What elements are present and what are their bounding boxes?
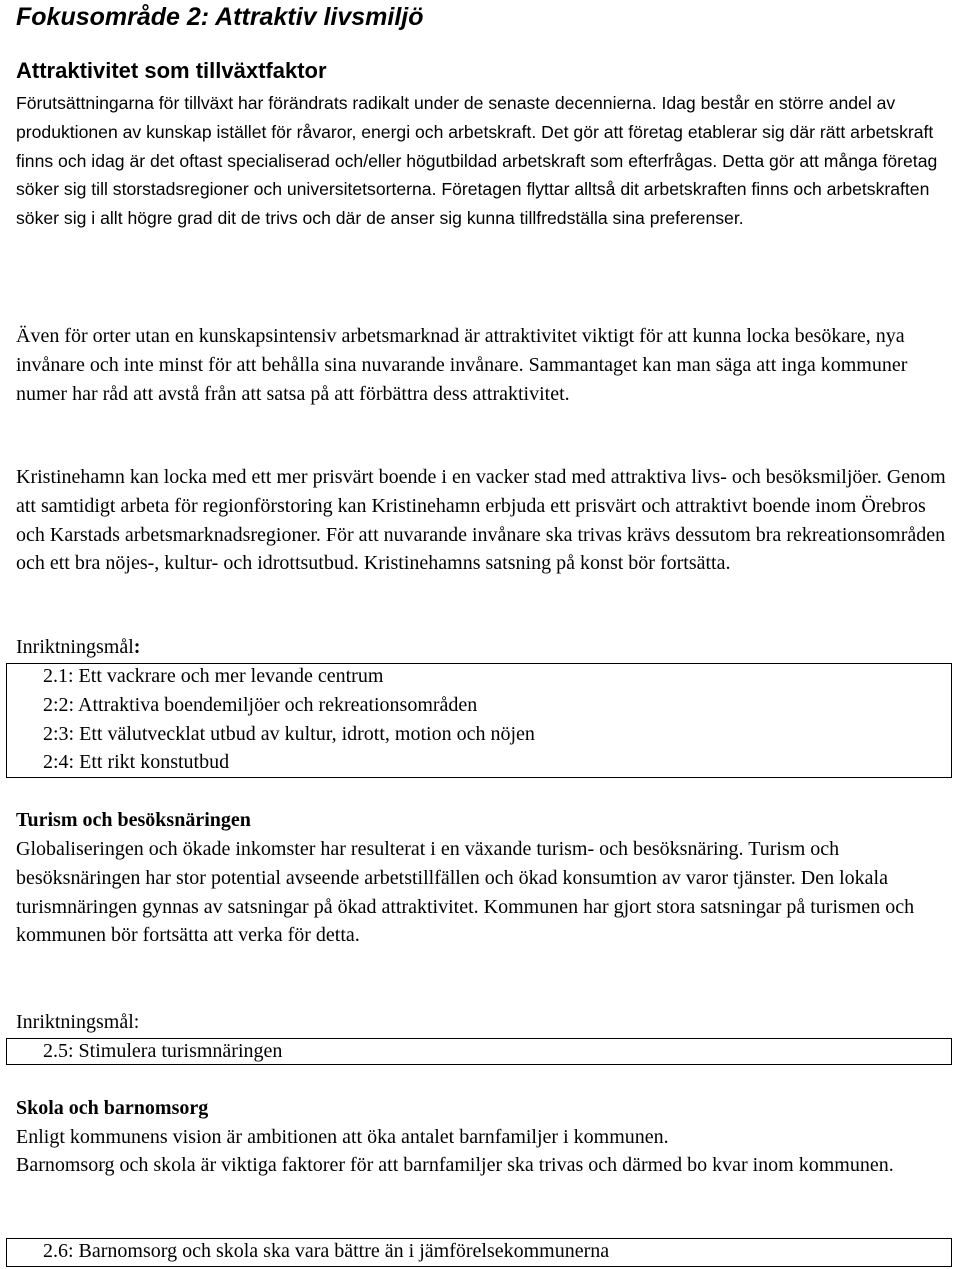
goals-label-1-colon: : xyxy=(133,636,141,658)
paragraph-skola-1: Enligt kommunens vision är ambitionen att öka antalet barnfamiljer i kommunen. xyxy=(16,1126,669,1148)
goal-item: 2:2: Attraktiva boendemiljöer och rekreationsområden xyxy=(43,694,478,716)
section-heading-attraktivitet: Attraktivitet som tillväxtfaktor xyxy=(16,58,327,83)
goals-label-1-text: Inriktningsmål xyxy=(16,636,134,658)
goals-label-1 xyxy=(16,633,140,662)
goals-box-2 xyxy=(6,1038,952,1065)
section-heading-skola: Skola och barnomsorg xyxy=(16,1097,209,1119)
goals-box-1 xyxy=(6,663,952,778)
paragraph-skola-2: Barnomsorg och skola är viktiga faktorer för att barnfamiljer ska trivas och därmed bo kvar inom kommunen. xyxy=(16,1154,894,1176)
goal-item: 2:3: Ett välutvecklat utbud av kultur, idrott, motion och nöjen xyxy=(43,723,535,745)
paragraph-attraktivitet-3: Kristinehamn kan locka med ett mer prisvärt boende i en vacker stad med attraktiva livs- och besöksmiljöer. Genom att samtidigt arbeta för regionförstoring kan Kristinehamn erbjuda ett prisvärt och attraktivt boende inom Örebros och Karstads arbetsmarknadsregioner. För att nuvarande invånare ska trivas krävs dessutom bra rekreationsområden och ett bra nöjes-, kultur- och idrottsutbud. Kristinehamns satsning på konst bör fortsätta. xyxy=(16,466,946,575)
goals-box-3 xyxy=(6,1238,952,1267)
goal-item: 2:4: Ett rikt konstutbud xyxy=(43,751,230,773)
goals-label-2: Inriktningsmål: xyxy=(16,1011,140,1033)
paragraph-attraktivitet-2: Även för orter utan en kunskapsintensiv arbetsmarknad är attraktivitet viktigt för att kunna locka besökare, nya invånare och inte minst för att behålla sina nuvarande invånare. Sammantaget kan man säga att inga kommuner numer har råd att avstå från att satsa på att förbättra dess attraktivitet. xyxy=(16,325,908,405)
paragraph-attraktivitet-1: Förutsättningarna för tillväxt har förändrats radikalt under de senaste decennierna. Idag består en större andel av produktionen av kunskap istället för råvaror, energi och arbetskraft. Det gör att företag etablerar sig där rätt arbetskraft finns och idag är det oftast specialiserad och/eller högutbildad arbetskraft som efterfrågas. Detta gör att många företag söker sig till storstadsregioner och universitetsorterna. Företagen flyttar alltså dit arbetskraften finns och arbetskraften söker sig i allt högre grad dit de trivs och där de anser sig kunna tillfredställa sina preferenser. xyxy=(16,93,938,229)
goal-item: 2.5: Stimulera turismnäringen xyxy=(43,1040,283,1062)
goal-item: 2.1: Ett vackrare och mer levande centrum xyxy=(43,665,384,687)
section-heading-turism: Turism och besöksnäringen xyxy=(16,809,251,831)
goal-item: 2.6: Barnomsorg och skola ska vara bättre än i jämförelsekommunerna xyxy=(43,1240,610,1262)
paragraph-turism: Globaliseringen och ökade inkomster har resulterat i en växande turism- och besöksnäring. Turism och besöksnäringen har stor potential avseende arbetstillfällen och ökad konsumtion av varor tjänster. Den lokala turismnäringen gynnas av satsningar på ökad attraktivitet. Kommunen har gjort stora satsningar på turismen och kommunen bör fortsätta att verka för detta. xyxy=(16,838,915,947)
page-title: Fokusområde 2: Attraktiv livsmiljö xyxy=(16,3,424,31)
